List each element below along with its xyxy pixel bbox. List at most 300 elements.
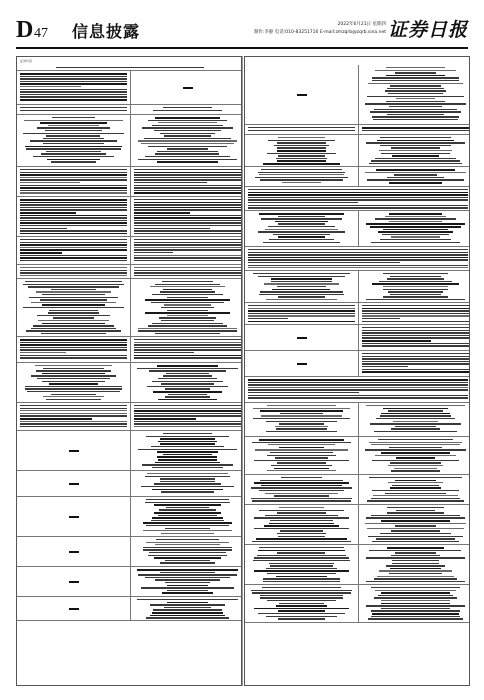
fine-print-line bbox=[20, 215, 127, 217]
fine-print-line bbox=[134, 255, 241, 256]
fine-print-line bbox=[42, 304, 104, 306]
fine-print-line bbox=[160, 438, 215, 440]
fine-print-line bbox=[251, 590, 352, 591]
fine-print-line bbox=[255, 449, 349, 450]
fine-print-line bbox=[377, 140, 454, 142]
fine-print-line bbox=[381, 520, 451, 522]
fine-print-line bbox=[391, 236, 441, 237]
fine-print-line bbox=[28, 286, 119, 287]
fine-print-line bbox=[20, 76, 127, 77]
fine-print-line bbox=[366, 299, 464, 300]
announcement-block bbox=[17, 265, 242, 279]
fine-print-line bbox=[158, 122, 218, 123]
fine-print-line bbox=[374, 431, 456, 432]
fine-print-line bbox=[386, 101, 445, 102]
table-cell-marker bbox=[69, 450, 79, 452]
fine-print-line bbox=[20, 190, 127, 191]
fine-print-line bbox=[390, 276, 441, 277]
fine-print-line bbox=[163, 375, 212, 376]
fine-print-line bbox=[40, 299, 107, 300]
announcement-cell bbox=[17, 167, 130, 196]
fine-print-line bbox=[145, 476, 231, 477]
fine-print-line bbox=[386, 67, 444, 68]
fine-print-line bbox=[148, 325, 227, 326]
fine-print-line bbox=[20, 220, 127, 221]
fine-print-line bbox=[268, 444, 334, 445]
fine-print-line bbox=[368, 536, 462, 537]
fine-print-line bbox=[153, 110, 223, 111]
fine-print-line bbox=[20, 342, 127, 343]
fine-print-line bbox=[252, 442, 351, 443]
fine-print-line bbox=[134, 192, 241, 194]
fine-print-line bbox=[31, 375, 117, 376]
fine-print-line bbox=[390, 462, 441, 463]
fine-print-line bbox=[138, 330, 236, 331]
fine-print-line bbox=[25, 281, 121, 282]
fine-print-line bbox=[134, 169, 241, 170]
fine-print-line bbox=[158, 378, 217, 379]
fine-print-line bbox=[20, 99, 127, 101]
announcement-cell bbox=[245, 271, 358, 302]
fine-print-line bbox=[277, 552, 325, 553]
fine-print-line bbox=[20, 347, 127, 348]
fine-print-line bbox=[20, 172, 127, 173]
fine-print-line bbox=[20, 233, 127, 235]
fine-print-line bbox=[388, 465, 442, 466]
announcement-cell bbox=[358, 167, 470, 186]
fine-print-line bbox=[362, 343, 469, 344]
fine-print-line bbox=[248, 384, 468, 385]
fine-print-line bbox=[134, 275, 241, 276]
fine-print-line bbox=[134, 199, 241, 200]
fine-print-line bbox=[160, 291, 215, 292]
fine-print-line bbox=[252, 500, 351, 501]
fine-print-line bbox=[260, 179, 343, 180]
fine-print-line bbox=[372, 490, 458, 491]
fine-print-line bbox=[168, 394, 208, 395]
fine-print-line bbox=[390, 85, 440, 86]
fine-print-line bbox=[392, 485, 438, 486]
fine-print-line bbox=[167, 148, 208, 149]
fine-print-line bbox=[134, 249, 241, 250]
fine-print-line bbox=[248, 392, 359, 393]
announcement-block bbox=[17, 105, 242, 115]
fine-print-line bbox=[372, 283, 460, 285]
fine-print-line bbox=[152, 612, 222, 614]
announcement-cell bbox=[130, 237, 242, 264]
fine-print-line bbox=[26, 330, 122, 331]
announcement-cell bbox=[245, 351, 358, 376]
fine-print-line bbox=[365, 523, 466, 524]
fine-print-line bbox=[389, 182, 442, 184]
announcement-block bbox=[245, 377, 470, 403]
fine-print-line bbox=[387, 507, 445, 508]
fine-print-line bbox=[143, 549, 232, 550]
fine-print-line bbox=[259, 439, 344, 441]
fine-print-line bbox=[248, 305, 355, 306]
fine-print-line bbox=[150, 615, 225, 617]
fine-print-line bbox=[367, 500, 464, 501]
announcement-cell bbox=[17, 71, 130, 104]
fine-print-line bbox=[362, 305, 469, 306]
fine-print-line bbox=[262, 587, 342, 588]
announcement-cell bbox=[130, 471, 242, 496]
fine-print-line bbox=[151, 446, 224, 447]
fine-print-line bbox=[134, 413, 241, 414]
fine-print-line bbox=[134, 349, 241, 350]
fine-print-line bbox=[376, 418, 456, 419]
fine-print-line bbox=[146, 525, 229, 526]
fine-print-line bbox=[374, 597, 458, 598]
fine-print-line bbox=[254, 528, 350, 529]
fine-print-line bbox=[272, 289, 330, 291]
fine-print-line bbox=[154, 130, 221, 131]
fine-print-line bbox=[248, 387, 468, 388]
announcement-cell bbox=[358, 271, 470, 302]
fine-print-line bbox=[134, 228, 210, 229]
announcement-cell bbox=[17, 431, 130, 470]
fine-print-line bbox=[381, 413, 450, 415]
fine-print-line bbox=[369, 163, 463, 164]
fine-print-line bbox=[53, 317, 94, 318]
fine-print-line bbox=[371, 610, 460, 611]
fine-print-line bbox=[153, 609, 222, 610]
fine-print-line bbox=[155, 333, 220, 334]
fine-print-line bbox=[160, 443, 216, 445]
announcement-cell bbox=[245, 437, 358, 474]
announcement-cell bbox=[17, 567, 130, 596]
fine-print-line bbox=[396, 510, 436, 511]
fine-print-line bbox=[36, 291, 110, 292]
fine-print-line bbox=[148, 146, 227, 147]
fine-print-line bbox=[20, 225, 127, 226]
fine-print-line bbox=[368, 83, 463, 84]
fine-print-line bbox=[279, 603, 323, 604]
announcement-cell bbox=[358, 437, 470, 474]
fine-print-line bbox=[152, 489, 222, 491]
fine-print-line bbox=[248, 252, 468, 253]
fine-print-line bbox=[386, 565, 445, 566]
fine-print-line bbox=[381, 592, 450, 594]
fine-print-line bbox=[20, 177, 127, 178]
fine-print-line bbox=[387, 88, 445, 89]
fine-print-line bbox=[362, 363, 469, 364]
fine-print-line bbox=[254, 482, 349, 484]
fine-print-line bbox=[371, 444, 461, 445]
page-letter: D bbox=[16, 17, 34, 43]
fine-print-line bbox=[42, 373, 106, 375]
fine-print-line bbox=[20, 415, 127, 416]
fine-print-line bbox=[134, 182, 207, 183]
column-divider bbox=[242, 56, 243, 686]
fine-print-line bbox=[47, 159, 100, 161]
announcement-cell bbox=[130, 403, 242, 430]
fine-print-line bbox=[150, 286, 225, 287]
fine-print-line bbox=[270, 520, 332, 521]
fine-print-line bbox=[134, 260, 241, 261]
fine-print-line bbox=[20, 107, 127, 108]
fine-print-line bbox=[383, 273, 449, 274]
fine-print-line bbox=[259, 490, 343, 491]
announcement-cell bbox=[17, 337, 130, 362]
fine-print-line bbox=[51, 394, 96, 395]
fine-print-line bbox=[138, 574, 237, 575]
fine-print-line bbox=[362, 332, 469, 333]
fine-print-line bbox=[20, 207, 127, 208]
fine-print-line bbox=[142, 127, 234, 128]
fine-print-line bbox=[362, 337, 469, 338]
fine-print-line bbox=[134, 172, 241, 174]
fine-print-line bbox=[395, 480, 436, 482]
fine-print-line bbox=[259, 294, 344, 295]
fine-print-line bbox=[277, 286, 326, 287]
fine-print-line bbox=[20, 344, 127, 346]
fine-print-line bbox=[251, 487, 351, 488]
fine-print-line bbox=[134, 355, 241, 357]
fine-print-line bbox=[152, 467, 224, 468]
fine-print-line bbox=[396, 98, 436, 99]
fine-print-line bbox=[270, 452, 333, 453]
announcement-cell bbox=[130, 337, 242, 362]
fine-print-line bbox=[134, 257, 241, 258]
fine-print-line bbox=[141, 587, 235, 588]
fine-print-line bbox=[153, 391, 223, 393]
fine-print-line bbox=[134, 190, 241, 191]
fine-print-line bbox=[248, 192, 468, 194]
fine-print-line bbox=[390, 568, 441, 570]
fine-print-line bbox=[145, 577, 229, 578]
header-rule bbox=[16, 47, 468, 49]
fine-print-line bbox=[167, 297, 208, 298]
fine-print-line bbox=[143, 522, 231, 524]
fine-print-line bbox=[362, 369, 469, 370]
fine-print-line bbox=[152, 125, 222, 126]
fine-print-line bbox=[255, 177, 349, 178]
fine-print-line bbox=[248, 315, 355, 316]
fine-print-line bbox=[378, 439, 453, 440]
fine-print-line bbox=[278, 618, 326, 619]
fine-print-line bbox=[20, 410, 127, 411]
fine-print-line bbox=[134, 242, 241, 243]
fine-print-line bbox=[279, 423, 325, 424]
fine-print-line bbox=[141, 143, 234, 144]
fine-print-line bbox=[20, 405, 127, 406]
fine-print-line bbox=[20, 212, 76, 214]
fine-print-line bbox=[20, 96, 127, 97]
fine-print-line bbox=[392, 563, 439, 564]
fine-print-line bbox=[392, 155, 439, 157]
fine-print-line bbox=[248, 257, 468, 259]
fine-print-line bbox=[167, 602, 208, 604]
fine-print-line bbox=[154, 483, 220, 484]
announcement-block bbox=[17, 237, 242, 265]
fine-print-line bbox=[20, 222, 127, 224]
page-number: 47 bbox=[34, 26, 48, 41]
fine-print-line bbox=[366, 517, 465, 518]
fine-print-line bbox=[387, 278, 445, 279]
announcement-block bbox=[245, 351, 470, 377]
fine-print-line bbox=[372, 541, 460, 542]
fine-print-line bbox=[260, 480, 343, 481]
fine-print-line bbox=[362, 321, 469, 322]
fine-print-line bbox=[266, 568, 337, 569]
fine-print-line bbox=[134, 217, 241, 219]
fine-print-line bbox=[20, 217, 127, 218]
fine-print-line bbox=[20, 270, 127, 271]
announcement-block bbox=[245, 505, 470, 545]
announcement-block bbox=[245, 403, 470, 437]
fine-print-line bbox=[248, 313, 355, 314]
announcement-cell bbox=[245, 377, 470, 402]
fine-print-line bbox=[254, 608, 348, 610]
fine-print-line bbox=[134, 347, 241, 348]
fine-print-line bbox=[165, 388, 210, 389]
fine-print-line bbox=[42, 294, 106, 295]
announcement-cell bbox=[130, 431, 242, 470]
fine-print-line bbox=[20, 78, 127, 79]
fine-print-line bbox=[267, 573, 337, 574]
fine-print-line bbox=[20, 418, 92, 420]
fine-print-line bbox=[277, 512, 326, 513]
fine-print-line bbox=[383, 408, 448, 410]
fine-print-line bbox=[382, 234, 448, 235]
fine-print-line bbox=[395, 426, 436, 427]
fine-print-line bbox=[370, 423, 461, 424]
fine-print-line bbox=[258, 172, 344, 173]
fine-print-line bbox=[275, 426, 328, 427]
announcement-cell bbox=[245, 475, 358, 504]
right-column bbox=[244, 56, 470, 686]
fine-print-line bbox=[134, 272, 241, 273]
fine-print-line bbox=[362, 345, 469, 346]
fine-print-line bbox=[265, 229, 339, 230]
fine-print-line bbox=[134, 215, 241, 216]
fine-print-line bbox=[388, 410, 443, 411]
fine-print-line bbox=[43, 143, 104, 144]
left-column-label: 证券代码 bbox=[20, 59, 33, 63]
fine-print-line bbox=[388, 482, 443, 483]
fine-print-line bbox=[147, 386, 228, 387]
fine-print-line bbox=[248, 389, 468, 390]
fine-print-line bbox=[161, 307, 214, 308]
fine-print-line bbox=[273, 234, 331, 235]
fine-print-line bbox=[253, 408, 349, 409]
fine-print-line bbox=[20, 91, 127, 92]
fine-print-line bbox=[134, 426, 241, 427]
fine-print-line bbox=[152, 517, 222, 519]
fine-print-line bbox=[373, 495, 459, 496]
announcement-cell bbox=[17, 265, 130, 278]
fine-print-line bbox=[387, 512, 444, 513]
fine-print-line bbox=[145, 156, 230, 157]
fine-print-line bbox=[253, 273, 350, 274]
fine-print-line bbox=[280, 530, 324, 531]
announcement-cell bbox=[358, 505, 470, 544]
fine-print-line bbox=[362, 356, 469, 357]
announcement-block bbox=[17, 115, 242, 167]
fine-print-line bbox=[165, 582, 210, 583]
fine-print-line bbox=[269, 523, 335, 525]
table-cell-marker bbox=[297, 94, 307, 96]
fine-print-line bbox=[41, 333, 105, 334]
fine-print-line bbox=[387, 177, 444, 178]
fine-print-line bbox=[369, 477, 461, 478]
fine-print-line bbox=[145, 312, 230, 314]
fine-print-line bbox=[362, 358, 469, 359]
announcement-cell bbox=[245, 585, 358, 622]
announcement-cell bbox=[17, 197, 130, 236]
fine-print-line bbox=[369, 550, 461, 551]
announcement-cell bbox=[358, 325, 470, 350]
fine-print-line bbox=[20, 228, 67, 229]
announcement-cell bbox=[245, 211, 358, 246]
fine-print-line bbox=[268, 140, 335, 141]
fine-print-line bbox=[275, 221, 327, 223]
fine-print-line bbox=[134, 421, 241, 422]
announcement-block bbox=[245, 247, 470, 271]
fine-print-line bbox=[166, 373, 209, 374]
fine-print-line bbox=[159, 509, 216, 510]
fine-print-line bbox=[394, 174, 437, 175]
fine-print-line bbox=[395, 552, 436, 553]
fine-print-line bbox=[261, 485, 342, 487]
fine-print-line bbox=[161, 320, 215, 321]
fine-print-line bbox=[362, 313, 469, 314]
fine-print-line bbox=[134, 410, 241, 412]
fine-print-line bbox=[263, 581, 339, 582]
fine-print-line bbox=[154, 557, 221, 559]
fine-print-line bbox=[252, 592, 350, 593]
announcement-block bbox=[17, 337, 242, 363]
announcement-cell bbox=[130, 115, 242, 166]
fine-print-line bbox=[371, 587, 460, 588]
announcement-cell bbox=[358, 585, 470, 622]
fine-print-line bbox=[372, 116, 458, 117]
fine-print-line bbox=[362, 308, 469, 310]
fine-print-line bbox=[381, 603, 450, 605]
fine-print-line bbox=[254, 570, 349, 572]
table-cell-marker bbox=[69, 551, 79, 553]
fine-print-line bbox=[134, 418, 196, 420]
fine-print-line bbox=[26, 148, 120, 149]
fine-print-line bbox=[281, 477, 321, 478]
fine-print-line bbox=[371, 616, 460, 617]
fine-print-line bbox=[259, 213, 344, 215]
fine-print-line bbox=[248, 310, 355, 312]
fine-print-line bbox=[146, 436, 230, 437]
announcement-cell bbox=[245, 545, 358, 584]
fine-print-line bbox=[380, 145, 451, 146]
fine-print-line bbox=[362, 127, 469, 129]
fine-print-line bbox=[20, 242, 127, 243]
fine-print-line bbox=[391, 530, 439, 531]
fine-print-line bbox=[134, 177, 241, 178]
announcement-cell bbox=[358, 135, 470, 166]
masthead bbox=[16, 18, 468, 46]
fine-print-line bbox=[248, 199, 468, 200]
fine-print-line bbox=[362, 310, 469, 311]
fine-print-line bbox=[380, 137, 451, 138]
fine-print-line bbox=[362, 315, 469, 316]
fine-print-line bbox=[20, 86, 81, 87]
fine-print-line bbox=[134, 233, 241, 234]
fine-print-line bbox=[372, 460, 459, 461]
fine-print-line bbox=[365, 103, 466, 104]
fine-print-line bbox=[276, 576, 326, 578]
fine-print-line bbox=[362, 353, 469, 354]
fine-print-line bbox=[385, 216, 447, 217]
fine-print-line bbox=[24, 120, 124, 121]
